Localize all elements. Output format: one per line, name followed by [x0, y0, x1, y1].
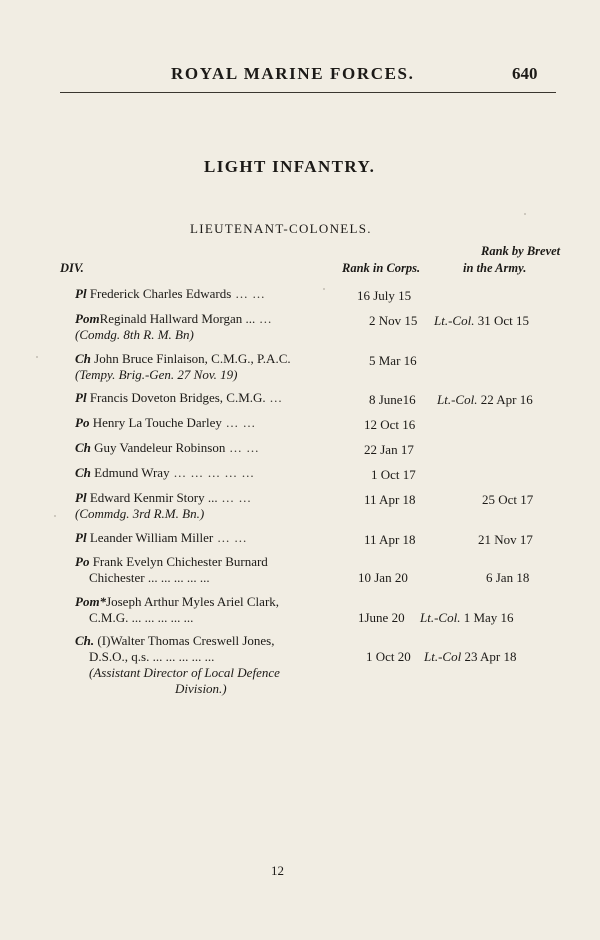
paper-speck — [54, 515, 56, 517]
rank-by-brevet — [482, 492, 533, 508]
officer-name: Francis Doveton Bridges, C.M.G. — [89, 390, 266, 405]
rank-in-corps-date: 10 Jan 20 — [358, 570, 408, 585]
officer-note: D.S.O., q.s. ... ... ... ... ... — [89, 649, 215, 664]
officer-name: Henry La Touche Darley — [92, 415, 222, 430]
leader-dots: ... ... — [213, 530, 248, 545]
division-code: Po — [75, 554, 90, 569]
rank-in-corps-date: 1 Oct 20 — [366, 649, 411, 664]
officer-note: Chichester ... ... ... ... ... — [89, 570, 210, 585]
rank-by-brevet — [437, 392, 533, 408]
officer-name: (I)Walter Thomas Creswell Jones, — [97, 633, 275, 648]
officer-entry — [75, 311, 272, 343]
brevet-date: 1 May 16 — [463, 610, 514, 625]
officer-entry — [75, 490, 252, 522]
division-code: Po — [75, 415, 90, 430]
brevet-rank-prefix: Lt.-Col. — [420, 610, 461, 625]
rank-by-brevet — [478, 532, 533, 548]
officer-name: Guy Vandeleur Robinson — [94, 440, 226, 455]
column-header-rank-in-corps: Rank in Corps. — [342, 261, 421, 275]
brevet-rank-prefix: Lt.-Col. — [437, 392, 478, 407]
rank-in-corps-date: 2 Nov 15 — [369, 313, 418, 328]
rank-in-corps-date: 8 June16 — [369, 392, 416, 407]
officer-note: C.M.G. ... ... ... ... ... — [89, 610, 194, 625]
officer-entry — [75, 286, 265, 302]
rank-by-brevet — [424, 649, 516, 665]
rank-in-corps-date: 1 Oct 17 — [371, 467, 416, 482]
brevet-date: 25 Oct 17 — [482, 492, 534, 507]
division-code: Pl — [75, 490, 87, 505]
brevet-date: 23 Apr 18 — [464, 649, 517, 664]
officer-entry — [75, 594, 279, 626]
officer-name: Joseph Arthur Myles Ariel Clark, — [106, 594, 280, 609]
division-code: Ch — [75, 351, 91, 366]
division-code: Pom* — [75, 594, 107, 609]
leader-dots: ... ... ... ... ... — [169, 465, 255, 480]
officer-entry — [75, 633, 280, 697]
leader-dots: ... — [255, 311, 273, 326]
leader-dots: ... ... — [217, 490, 252, 505]
paper-speck — [323, 288, 325, 290]
column-header-div: DIV. — [60, 261, 84, 275]
page-number: 640 — [512, 64, 538, 83]
rank-in-corps-date: 22 Jan 17 — [364, 442, 414, 457]
officer-entry — [75, 390, 283, 406]
officer-note: (Commdg. 3rd R.M. Bn.) — [75, 506, 205, 521]
division-code: Ch. — [75, 633, 95, 648]
officer-name: Edmund Wray — [94, 465, 170, 480]
section-title: LIGHT INFANTRY. — [204, 157, 376, 176]
leader-dots: ... — [265, 390, 283, 405]
brevet-date: 6 Jan 18 — [486, 570, 530, 585]
running-header-title: ROYAL MARINE FORCES. — [171, 64, 415, 83]
rank-in-corps-date: 11 Apr 18 — [364, 492, 416, 507]
division-code: Pl — [75, 390, 87, 405]
subsection-title: LIEUTENANT-COLONELS. — [190, 221, 372, 236]
officer-name: Leander William Miller — [89, 530, 214, 545]
rank-by-brevet — [486, 570, 529, 586]
rank-by-brevet — [420, 610, 514, 626]
officer-name: Edward Kenmir Story ... — [89, 490, 218, 505]
rank-in-corps-date: 16 July 15 — [357, 288, 412, 303]
division-code: Ch — [75, 440, 91, 455]
officer-note: Division.) — [175, 681, 227, 696]
footer-signature-number: 12 — [271, 863, 284, 878]
rank-in-corps-date: 5 Mar 16 — [369, 353, 417, 368]
division-code: Pl — [75, 286, 87, 301]
rank-in-corps-date: 11 Apr 18 — [364, 532, 416, 547]
paper-speck — [36, 356, 38, 358]
brevet-date: 31 Oct 15 — [477, 313, 529, 328]
brevet-rank-prefix: Lt.-Col. — [434, 313, 475, 328]
officer-note: (Assistant Director of Local Defence — [89, 665, 280, 680]
rank-in-corps-date: 12 Oct 16 — [364, 417, 416, 432]
division-code: Pom — [75, 311, 100, 326]
officer-name: John Bruce Finlaison, C.M.G., P.A.C. — [94, 351, 291, 366]
leader-dots: ... ... — [231, 286, 266, 301]
leader-dots: ... ... — [221, 415, 256, 430]
officer-entry — [75, 530, 247, 546]
rank-by-brevet — [434, 313, 529, 329]
officer-note: (Comdg. 8th R. M. Bn) — [75, 327, 194, 342]
brevet-date: 21 Nov 17 — [478, 532, 533, 547]
rank-in-corps-date: 1June 20 — [358, 610, 405, 625]
officer-name: Reginald Hallward Morgan ... — [99, 311, 256, 326]
column-header-in-the-army: in the Army. — [463, 261, 527, 275]
officer-entry — [75, 415, 256, 431]
paper-speck — [524, 213, 526, 215]
division-code: Pl — [75, 530, 87, 545]
leader-dots: ... ... — [225, 440, 260, 455]
officer-name: Frederick Charles Edwards — [89, 286, 232, 301]
brevet-date: 22 Apr 16 — [480, 392, 533, 407]
officer-entry — [75, 440, 259, 456]
officer-entry — [75, 465, 255, 481]
column-header-rank-by-brevet: Rank by Brevet — [481, 244, 561, 258]
division-code: Ch — [75, 465, 91, 480]
officer-entry — [75, 554, 347, 586]
officer-entry — [75, 351, 291, 383]
header-rule — [60, 92, 556, 93]
officer-note: (Tempy. Brig.-Gen. 27 Nov. 19) — [75, 367, 238, 382]
brevet-rank-prefix: Lt.-Col — [424, 649, 462, 664]
officer-name: Frank Evelyn Chichester Burnard — [92, 554, 268, 569]
